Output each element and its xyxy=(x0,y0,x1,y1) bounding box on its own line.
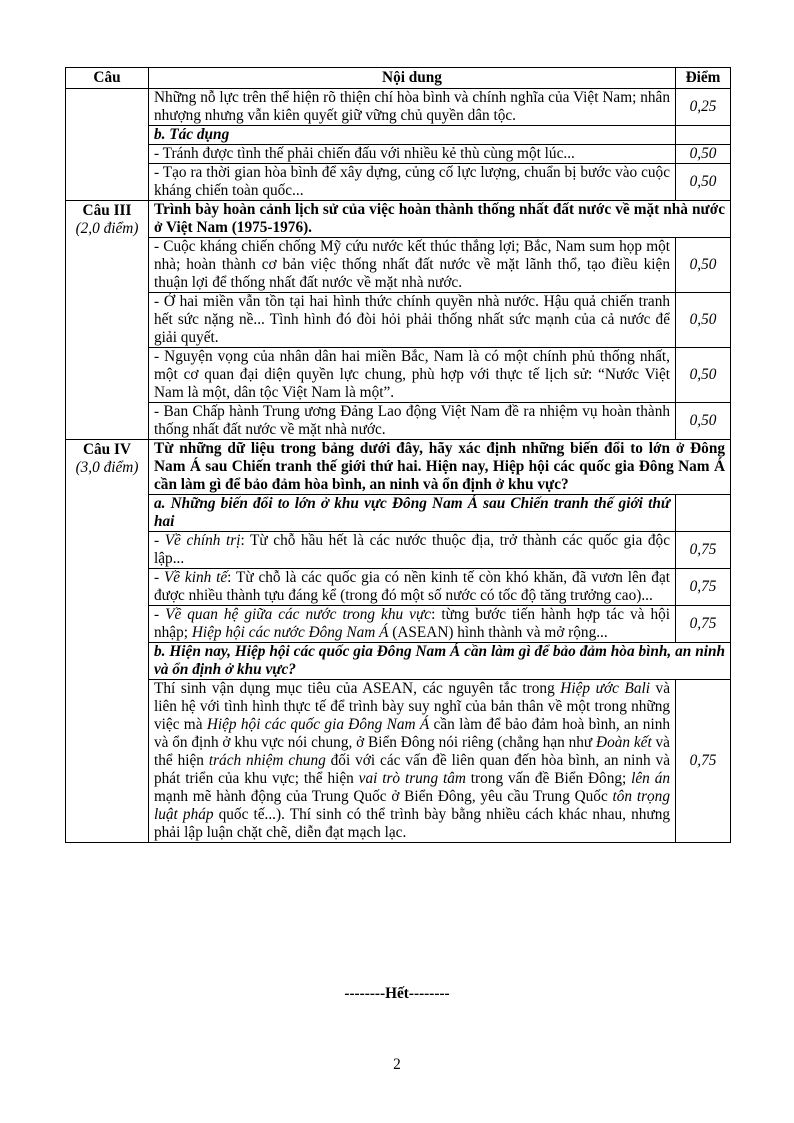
content-italic: vai trò trung tâm xyxy=(358,770,466,787)
table-row xyxy=(66,89,731,126)
content-text: và thể hiện xyxy=(154,734,670,769)
content-text: đối với các vấn đề liên quan đến hòa bình, an ninh và phát triển của khu vực; thể hiện xyxy=(154,752,670,787)
content-italic: lên án xyxy=(631,770,670,787)
table-row xyxy=(66,201,731,238)
end-marker: --------Hết-------- xyxy=(344,985,450,1002)
content-italic: trách nhiệm chung xyxy=(208,752,326,769)
content-label: Về quan hệ giữa các nước trong khu vực xyxy=(165,606,432,623)
points-cell: 0,50 xyxy=(676,293,731,348)
content-cell: Những nỗ lực trên thể hiện rõ thiện chí hòa bình và chính nghĩa của Việt Nam; nhân nhượng nhưng vẫn kiên quyết giữ vững chủ quyền dân tộc. xyxy=(149,89,676,126)
table-row xyxy=(66,606,731,643)
table-row xyxy=(66,643,731,680)
points-cell: 0,50 xyxy=(676,164,731,201)
question-label: Câu III xyxy=(82,202,132,219)
content-italic: Hiệp hội các quốc gia Đông Nam Á xyxy=(206,716,430,733)
points-cell: 0,75 xyxy=(676,569,731,606)
content-italic: Hiệp ước Bali xyxy=(560,680,650,697)
question-title: Từ những dữ liệu trong bảng dưới đây, hãy xác định những biến đổi to lớn ở Đông Nam Á sau Chiến tranh thế giới thứ hai. Hiện nay, Hiệp hội các quốc gia Đông Nam Á cần làm gì để bảo đảm hòa bình, an ninh và ổn định ở khu vực? xyxy=(149,440,731,495)
points-cell: 0,75 xyxy=(676,606,731,643)
content-text: : từng bước tiến hành hợp tác và hội nhập; xyxy=(154,606,671,641)
content-cell: - Ban Chấp hành Trung ương Đảng Lao động Việt Nam đề ra nhiệm vụ hoàn thành thống nhất đất nước về mặt nhà nước. xyxy=(149,403,676,440)
section-heading: b. Hiện nay, Hiệp hội các quốc gia Đông Nam Á cần làm gì để bảo đảm hòa bình, an ninh và ổn định ở khu vực? xyxy=(149,643,731,680)
table-row xyxy=(66,440,731,495)
table-row xyxy=(66,532,731,569)
points-cell: 0,75 xyxy=(676,680,731,843)
content-cell: - Cuộc kháng chiến chống Mỹ cứu nước kết thúc thắng lợi; Bắc, Nam sum họp một nhà; hoàn thành cơ bản việc thống nhất đất nước về mặt lãnh thổ, tạo điều kiện thuận lợi để thống nhất đất nước về mặt nhà nước. xyxy=(149,238,676,293)
points-cell-empty xyxy=(676,126,731,145)
content-text: cần làm để bảo đảm hoà bình, an ninh và ổn định ở khu vực nói chung, ở Biển Đông nói riêng (chẳng hạn như xyxy=(154,716,670,751)
content-cell: - Về quan hệ giữa các nước trong khu vực: từng bước tiến hành hợp tác và hội nhập; Hiệp hội các nước Đông Nam Á (ASEAN) hình thành và mở rộng... xyxy=(149,606,676,643)
table-row xyxy=(66,680,731,843)
table-header-row xyxy=(66,68,731,89)
content-text: : Từ chỗ hầu hết là các nước thuộc địa, trở thành các quốc gia độc lập... xyxy=(154,532,670,567)
question-cell-empty xyxy=(66,89,149,201)
content-cell: - Ở hai miền vẫn tồn tại hai hình thức chính quyền nhà nước. Hậu quả chiến tranh hết sức nặng nề... Tình hình đó đòi hỏi phải thống nhất sức mạnh của cả nước để giải quyết. xyxy=(149,293,676,348)
points-cell: 0,50 xyxy=(676,145,731,164)
question-cell-q4 xyxy=(66,440,149,843)
table-row xyxy=(66,569,731,606)
answer-table xyxy=(65,67,731,843)
content-cell: - Tạo ra thời gian hòa bình để xây dựng, củng cố lực lượng, chuẩn bị bước vào cuộc kháng chiến toàn quốc... xyxy=(149,164,676,201)
table-row xyxy=(66,348,731,403)
question-score: (3,0 điểm) xyxy=(75,459,139,476)
points-cell: 0,50 xyxy=(676,238,731,293)
question-cell-q3 xyxy=(66,201,149,440)
content-cell: - Tránh được tình thế phải chiến đấu với nhiều kẻ thù cùng một lúc... xyxy=(149,145,676,164)
table-row xyxy=(66,238,731,293)
points-cell-empty xyxy=(676,495,731,532)
content-text: Thí sinh vận dụng mục tiêu của ASEAN, các nguyên tắc trong xyxy=(154,680,561,697)
content-text: (ASEAN) hình thành và mở rộng... xyxy=(388,624,608,641)
section-heading: a. Những biến đổi to lớn ở khu vực Đông Nam Á sau Chiến tranh thế giới thứ hai xyxy=(149,495,676,532)
table-row xyxy=(66,403,731,440)
content-italic: Hiệp hội các nước Đông Nam Á xyxy=(191,624,389,641)
table-row xyxy=(66,293,731,348)
content-cell: - Về chính trị: Từ chỗ hầu hết là các nước thuộc địa, trở thành các quốc gia độc lập... xyxy=(149,532,676,569)
content-label: Về kinh tế xyxy=(163,569,228,586)
content-cell: - Về kinh tế: Từ chỗ là các quốc gia có nền kinh tế còn khó khăn, đã vươn lên đạt được nhiều thành tựu đáng kể (trong đó một số nước có tốc độ tăng trưởng cao)... xyxy=(149,569,676,606)
table-row xyxy=(66,495,731,532)
question-title: Trình bày hoàn cảnh lịch sử của việc hoàn thành thống nhất đất nước về mặt nhà nước ở Việt Nam (1975-1976). xyxy=(149,201,731,238)
table-row xyxy=(66,126,731,145)
content-text: quốc tế...). Thí sinh có thể trình bày bằng nhiều cách khác nhau, nhưng phải lập luận chặt chẽ, diễn đạt mạch lạc. xyxy=(154,806,670,841)
header-question: Câu xyxy=(66,68,149,89)
points-cell: 0,75 xyxy=(676,532,731,569)
section-heading: b. Tác dụng xyxy=(149,126,676,145)
content-text: mạnh mẽ hành động của Trung Quốc ở Biển Đông, yêu cầu Trung Quốc xyxy=(154,788,613,805)
header-content: Nội dung xyxy=(149,68,676,89)
points-cell: 0,50 xyxy=(676,403,731,440)
content-cell: - Nguyện vọng của nhân dân hai miền Bắc, Nam là có một chính phủ thống nhất, một cơ quan đại diện quyền lực chung, phù hợp với thực tế lịch sử: “Nước Việt Nam là một, dân tộc Việt Nam là một”. xyxy=(149,348,676,403)
content-text: trong vấn đề Biển Đông; xyxy=(465,770,632,787)
page-number: 2 xyxy=(393,1056,401,1073)
points-cell: 0,50 xyxy=(676,348,731,403)
content-cell xyxy=(149,680,676,843)
content-italic: Đoàn kết xyxy=(596,734,652,751)
table-row xyxy=(66,145,731,164)
question-label: Câu IV xyxy=(82,441,132,458)
question-score: (2,0 điểm) xyxy=(75,220,139,237)
content-label: Về chính trị xyxy=(164,532,241,549)
header-points: Điểm xyxy=(676,68,731,89)
points-cell: 0,25 xyxy=(676,89,731,126)
content-italic: tôn trọng luật pháp xyxy=(154,788,670,823)
table-row xyxy=(66,164,731,201)
content-text: và liên hệ với tình hình thực tế để trình bày suy nghĩ của bản thân về một trong những việc mà xyxy=(154,680,670,733)
content-text: : Từ chỗ là các quốc gia có nền kinh tế còn khó khăn, đã vươn lên đạt được nhiều thành tựu đáng kể (trong đó một số nước có tốc độ tăng trưởng cao)... xyxy=(154,569,670,604)
